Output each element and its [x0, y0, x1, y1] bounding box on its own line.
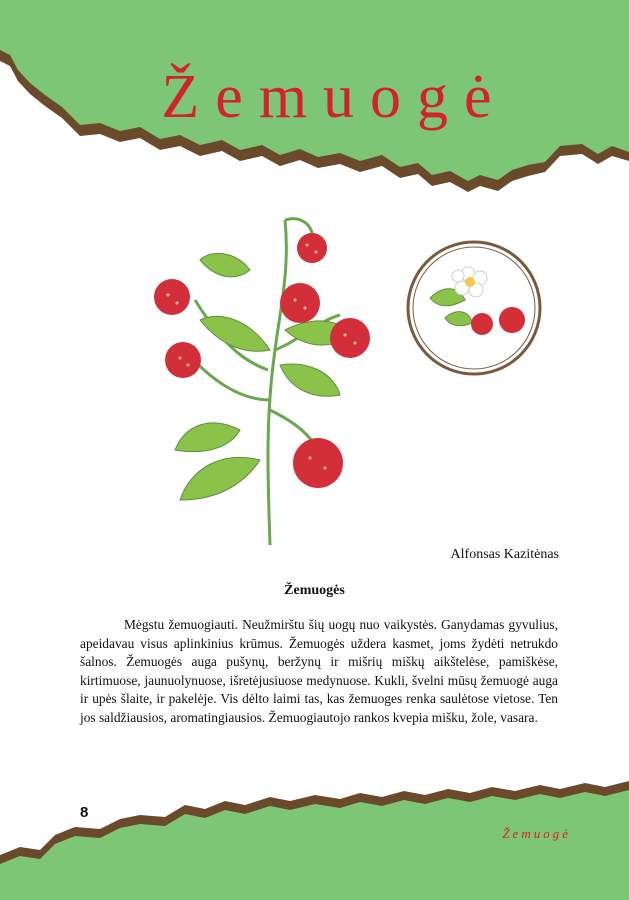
article-body: Mėgstu žemuogiauti. Neužmirštu šių uogų nuo vaikystės. Ganydamas gyvulius, apeidavau visus aplinkinius krūmus. Žemuogės uždera kasmet, joms žydėti netrukdo šalnos. Žemuogės auga pušynų, beržynų ir mišrių miškų aikštelėse, pamiškėse, kirtimuose, jaunuolynuose, išretėjusiuose medynuose. Kukli, švelni mūsų žemuogė auga ir upės šlaite, ir pakelėje. Vis dėlto laimi tas, kas žemuoges renka saulėtose vietose. Ten jos saldžiausios, aromatingiausios. Žemuogiautojo rankos kvepia mišku, žole, vasara. — [80, 617, 558, 725]
author-name: Alfonsas Kazitėnas — [450, 547, 559, 562]
strawberry-plant-illustration — [140, 200, 380, 550]
page-title: Žemuogė — [161, 63, 508, 131]
strawberry-flower-medallion — [400, 238, 548, 378]
article-title: Žemuogės — [284, 583, 345, 598]
running-head: Žemuogė — [502, 826, 571, 841]
page-number: 8 — [80, 804, 89, 821]
